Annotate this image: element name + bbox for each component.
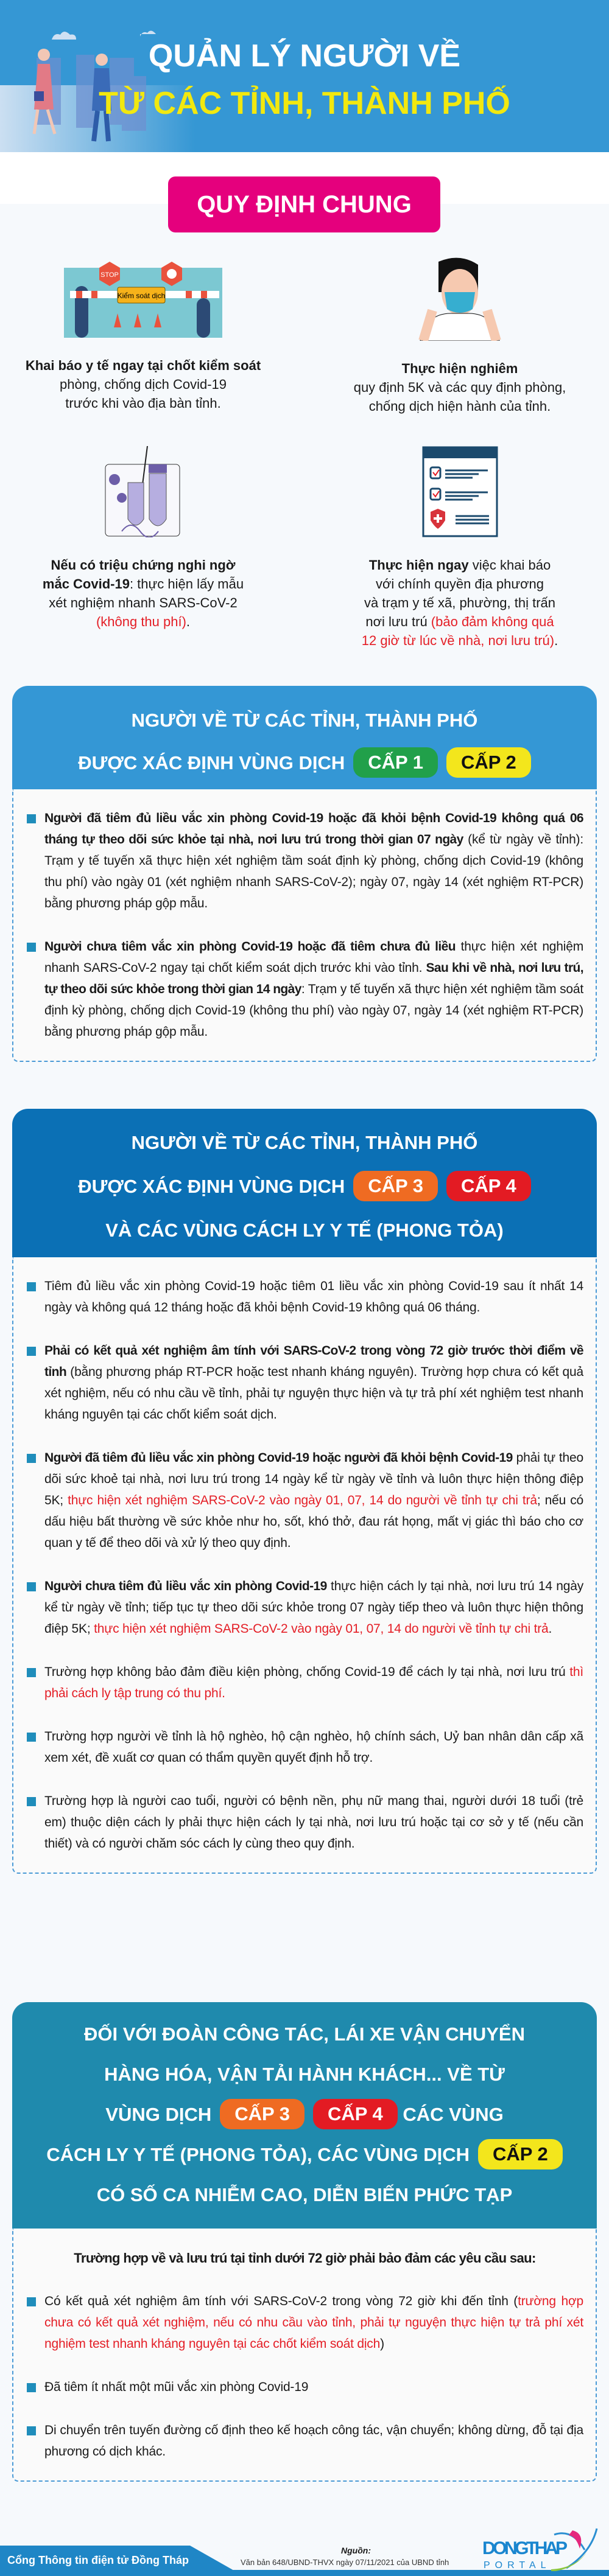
text: (kể từ ngày về tỉnh): Trạm y tế tuyến xã thực hiện xét nghiệm tầm soát định kỳ phòng, chống dịch Covid-19 (không thu phí) vào ngày 01 (xét nghiệm nhanh SARS-CoV-2); ngày 07, ngày 14 (xét nghiệm RT-PCR) bằng phương pháp gộp mẫu. bbox=[44, 832, 583, 910]
bold-text: Thực hiện ngay bbox=[368, 557, 469, 573]
title-segment: VÙNG DỊCH bbox=[105, 2104, 212, 2125]
section-header bbox=[12, 686, 597, 789]
general-rule-text bbox=[317, 556, 603, 650]
hero-title-line2 bbox=[0, 85, 609, 122]
section-title-line bbox=[12, 1121, 597, 1165]
text: (bằng phương pháp RT-PCR hoặc test nhanh kháng nguyên). Trường hợp chưa có kết quả xét nghiệm, nếu có nhu cầu về tỉnh, phải tự nguyện thực hiện và tự trả phí xét nghiệm test nhanh kháng nguyên tại các chốt kiểm soát dịch. bbox=[44, 1365, 583, 1422]
level-badge: CẤP 3 bbox=[353, 1171, 438, 1201]
section-title-text bbox=[104, 2064, 505, 2085]
level-badge: CẤP 3 bbox=[220, 2099, 304, 2129]
bullet-item bbox=[44, 1276, 583, 1318]
general-rule-item bbox=[317, 256, 603, 416]
text: . bbox=[548, 1622, 552, 1636]
bullet-square-icon bbox=[27, 1347, 36, 1356]
text: phòng, chống dịch Covid-19 bbox=[60, 377, 227, 392]
highlight-text: thực hiện xét nghiệm SARS-CoV-2 vào ngày 01, 07, 14 do người về tỉnh tự chi trả bbox=[68, 1493, 537, 1507]
level-badge: CẤP 2 bbox=[478, 2139, 563, 2169]
stop-sign-text: STOP bbox=[100, 271, 119, 279]
section-title-line bbox=[12, 742, 597, 784]
level-badge: CẤP 2 bbox=[446, 747, 531, 778]
section-body bbox=[12, 789, 597, 1062]
bullet-item bbox=[44, 808, 583, 914]
section-body bbox=[12, 2229, 597, 2482]
general-rule-text bbox=[0, 356, 286, 413]
section-title-line bbox=[12, 2014, 597, 2054]
bullet-item bbox=[44, 2376, 583, 2398]
section-card bbox=[12, 1109, 597, 1874]
title-segment: ĐỐI VỚI ĐOÀN CÔNG TÁC, LÁI XE VẬN CHUYỂN bbox=[84, 2023, 525, 2045]
section-title-text bbox=[97, 2184, 513, 2205]
general-rules-title-text: QUY ĐỊNH CHUNG bbox=[197, 191, 412, 218]
bullet-square-icon bbox=[27, 2426, 36, 2435]
text: quy định 5K và các quy định phòng, bbox=[353, 380, 566, 395]
section-title-line bbox=[12, 699, 597, 742]
hero-title-line1 bbox=[0, 38, 609, 74]
section-title-line bbox=[12, 1165, 597, 1209]
text: Tiêm đủ liều vắc xin phòng Covid-19 hoặc tiêm 01 liều vắc xin phòng Covid-19 sau ít nhất 14 ngày và không quá 12 tháng hoặc đã khỏi bệnh Covid-19 không quá 06 tháng. bbox=[44, 1279, 583, 1314]
bullet-item bbox=[44, 936, 583, 1042]
bold-text: Người chưa tiêm đủ liều vắc xin phòng Covid-19 bbox=[44, 1579, 327, 1593]
test-tube-icon bbox=[0, 446, 286, 542]
section-title-text bbox=[132, 1132, 478, 1153]
bold-text: Sau khi về nhà, nơi lưu trú, tự theo dõi sức khỏe trong thời gian 14 ngày bbox=[44, 961, 583, 996]
text: Đã tiêm ít nhất một mũi vắc xin phòng Covid-19 bbox=[44, 2380, 309, 2394]
text: Có kết quả xét nghiệm âm tính với SARS-CoV-2 trong vòng 72 giờ khi đến tỉnh ( bbox=[44, 2294, 518, 2308]
title-segment: CÓ SỐ CA NHIỄM CAO, DIỄN BIẾN PHỨC TẠP bbox=[96, 2184, 513, 2205]
bullet-square-icon bbox=[27, 943, 36, 952]
text: Trường hợp không bảo đảm điều kiện phòng, chống Covid-19 để cách ly tại nhà, nơi lưu trú bbox=[44, 1665, 570, 1679]
text: : thực hiện lấy mẫu bbox=[129, 576, 244, 592]
text: nơi lưu trú bbox=[365, 614, 431, 629]
section-title-line bbox=[12, 2095, 597, 2135]
bold-text: Phải có kết quả xét nghiệm âm tính với SARS-CoV-2 trong vòng 72 giờ trước thời điểm về tỉnh bbox=[44, 1344, 583, 1379]
logo-subtext: PORTAL bbox=[484, 2560, 551, 2571]
bold-text: Người đã tiêm đủ liều vắc xin phòng Covid-19 hoặc người đã khỏi bệnh Covid-19 bbox=[44, 1451, 513, 1465]
footer-publisher: Cổng Thông tin điện tử Đồng Tháp bbox=[7, 2554, 189, 2566]
bullet-square-icon bbox=[27, 1668, 36, 1677]
level-badge: CẤP 4 bbox=[313, 2099, 398, 2129]
bullet-square-icon bbox=[27, 1733, 36, 1742]
general-rule-item bbox=[0, 256, 286, 413]
highlight-text: thì phải cách ly tập trung có thu phí. bbox=[44, 1665, 583, 1700]
title-segment: NGƯỜI VỀ TỪ CÁC TỈNH, THÀNH PHỐ bbox=[131, 1132, 478, 1153]
section-title-line bbox=[12, 2135, 597, 2175]
section-title-line bbox=[12, 2175, 597, 2215]
highlight-text: (bảo đảm không quá bbox=[431, 614, 554, 629]
bold-text: Khai báo y tế ngay tại chốt kiểm soát bbox=[25, 358, 261, 373]
text: thực hiện xét nghiệm nhanh SARS-CoV-2 ngay tại chốt kiểm soát dịch trước khi vào tỉnh. bbox=[44, 940, 583, 975]
text: thực hiện cách ly tại nhà, nơi lưu trú 14 ngày kể từ ngày về tỉnh; tiếp tục tự theo dõi sức khỏe trong 07 ngày tiếp theo và luôn thực hiện thông điệp 5K; bbox=[44, 1579, 583, 1636]
text: Trường hợp là người cao tuổi, người có bệnh nền, phụ nữ mang thai, người dưới 18 tuổi (trẻ em) thuộc diện cách ly phải thực hiện cách ly tại nhà, nơi lưu trú hoặc tại cơ sở y tế (nếu cần thiết) và có người chăm sóc cách ly cùng theo quy định. bbox=[44, 1794, 583, 1851]
text: : Trạm y tế tuyến xã thực hiện xét nghiệm tầm soát định kỳ phòng, chống dịch Covid-19 (không thu phí) vào ngày 07, ngày 14 (xét nghiệm RT-PCR) bằng phương pháp gộp mẫu. bbox=[44, 982, 583, 1039]
section-card bbox=[12, 2002, 597, 2482]
text: phải tự theo dõi sức khoẻ tại nhà, nơi lưu trú trong 14 ngày kể từ ngày về tỉnh và luôn thực hiện thông điệp 5K; bbox=[44, 1451, 583, 1507]
general-rule-text bbox=[317, 359, 603, 416]
section-title-text bbox=[105, 2104, 503, 2125]
logo-text: DONGTHAP bbox=[482, 2538, 568, 2558]
city-people-illustration-icon bbox=[0, 0, 195, 152]
text: việc khai báo bbox=[468, 557, 551, 573]
section-card bbox=[12, 686, 597, 1062]
title-segment: VÀ CÁC VÙNG CÁCH LY Y TẾ (PHONG TỎA) bbox=[105, 1220, 504, 1241]
text: . bbox=[554, 633, 558, 648]
text: Di chuyển trên tuyến đường cố định theo kế hoạch công tác, vận chuyển; không dừng, đỗ tại địa phương có dịch khác. bbox=[44, 2423, 583, 2459]
title-segment: HÀNG HÓA, VẬN TẢI HÀNH KHÁCH... VỀ TỪ bbox=[104, 2064, 505, 2085]
text: xét nghiệm nhanh SARS-CoV-2 bbox=[49, 595, 238, 610]
section-title-text bbox=[105, 1220, 503, 1241]
text: và trạm y tế xã, phường, thị trấn bbox=[364, 595, 556, 610]
text: ) bbox=[380, 2337, 384, 2351]
bold-text: Người chưa tiêm vắc xin phòng Covid-19 hoặc đã tiêm chưa đủ liều bbox=[44, 940, 456, 954]
section-header bbox=[12, 2002, 597, 2229]
bullet-item bbox=[44, 2420, 583, 2462]
text: . bbox=[186, 614, 191, 629]
dongthap-portal-logo bbox=[481, 2525, 609, 2571]
bullet-item bbox=[44, 1340, 583, 1425]
bold-text: Thực hiện nghiêm bbox=[401, 361, 518, 376]
level-badge: CẤP 4 bbox=[446, 1171, 531, 1201]
hero-title-line1-text: QUẢN LÝ NGƯỜI VỀ bbox=[148, 38, 461, 74]
face-mask-person-icon bbox=[317, 256, 603, 346]
title-segment: ĐƯỢC XÁC ĐỊNH VÙNG DỊCH bbox=[78, 1176, 345, 1197]
general-rules-title bbox=[168, 176, 440, 232]
source-text: Văn bản 648/UBND-THVX ngày 07/11/2021 của UBND tỉnh bbox=[241, 2558, 449, 2567]
checklist-form-icon bbox=[317, 446, 603, 542]
title-segment: NGƯỜI VỀ TỪ CÁC TỈNH, THÀNH PHỐ bbox=[131, 710, 478, 731]
general-rule-item bbox=[0, 446, 286, 631]
section-title-text bbox=[84, 2023, 525, 2045]
text: trước khi vào địa bàn tỉnh. bbox=[65, 396, 221, 411]
section-header bbox=[12, 1109, 597, 1257]
section-title-line bbox=[12, 2054, 597, 2095]
section-intro: Trường hợp về và lưu trú tại tỉnh dưới 72 giờ phải bảo đảm các yêu cầu sau: bbox=[74, 2250, 536, 2266]
bullet-item bbox=[44, 2291, 583, 2354]
checkpoint-sign-text: Kiểm soát dịch bbox=[117, 291, 166, 300]
text: Trường hợp người về tỉnh là hộ nghèo, hộ cận nghèo, hộ chính sách, Uỷ ban nhân dân cấp xã xem xét, đề xuất cơ quan có thẩm quyền quyết định hỗ trợ. bbox=[44, 1730, 583, 1765]
level-badge: CẤP 1 bbox=[353, 747, 438, 778]
bold-text: mắc Covid-19 bbox=[42, 576, 130, 592]
title-segment: CÁC VÙNG bbox=[397, 2104, 504, 2125]
highlight-text: (không thu phí) bbox=[96, 614, 186, 629]
section-title-line bbox=[12, 1209, 597, 1252]
bullet-square-icon bbox=[27, 1454, 36, 1463]
text: ; nếu có dấu hiệu bất thường về sức khỏe như ho, sốt, khó thở, đau rát họng, mất vị giác thì báo cho cơ quan y tế để theo dõi và xử lý theo quy định. bbox=[44, 1493, 583, 1550]
hero-title-line2-text: TỪ CÁC TỈNH, THÀNH PHỐ bbox=[99, 86, 510, 121]
highlight-text: 12 giờ từ lúc về nhà, nơi lưu trú) bbox=[361, 633, 555, 648]
section-title-text bbox=[78, 752, 530, 773]
bullet-square-icon bbox=[27, 1582, 36, 1591]
general-rule-text bbox=[0, 556, 286, 631]
highlight-text: trường hợp chưa có kết quả xét nghiệm, nếu có nhu cầu vào tỉnh, phải tự nguyện thực hiện tự trả phí xét nghiệm test nhanh kháng nguyên tại các chốt kiểm soát dịch bbox=[44, 2294, 583, 2351]
section-title-text bbox=[46, 2144, 562, 2165]
checkpoint-barrier-icon bbox=[0, 256, 286, 343]
bullet-item bbox=[44, 1576, 583, 1639]
bullet-item bbox=[44, 1790, 583, 1854]
bullet-square-icon bbox=[27, 1282, 36, 1291]
section-title-text bbox=[78, 1176, 530, 1197]
bold-text: Người đã tiêm đủ liều vắc xin phòng Covid-19 hoặc đã khỏi bệnh Covid-19 không quá 06 tháng tự theo dõi sức khỏe tại nhà, nơi lưu trú trong thời gian 07 ngày bbox=[44, 811, 583, 846]
bold-text: Nếu có triệu chứng nghi ngờ bbox=[51, 557, 236, 573]
source-label: Nguồn: bbox=[341, 2546, 371, 2555]
text: chống dịch hiện hành của tỉnh. bbox=[368, 399, 551, 414]
general-rule-item bbox=[317, 446, 603, 650]
bullet-square-icon bbox=[27, 2297, 36, 2306]
highlight-text: thực hiện xét nghiệm SARS-CoV-2 vào ngày 01, 07, 14 do người về tỉnh tự chi trả bbox=[94, 1622, 549, 1636]
hero-banner bbox=[0, 0, 609, 152]
bullet-square-icon bbox=[27, 1797, 36, 1806]
bullet-item bbox=[44, 1447, 583, 1554]
section-title-text bbox=[132, 710, 478, 731]
title-segment: CÁCH LY Y TẾ (PHONG TỎA), CÁC VÙNG DỊCH bbox=[46, 2144, 470, 2165]
title-segment: ĐƯỢC XÁC ĐỊNH VÙNG DỊCH bbox=[78, 752, 345, 773]
bullet-item bbox=[44, 1661, 583, 1704]
section-body bbox=[12, 1257, 597, 1874]
text: với chính quyền địa phương bbox=[376, 576, 544, 592]
bullet-square-icon bbox=[27, 2383, 36, 2392]
bullet-square-icon bbox=[27, 814, 36, 823]
bullet-item bbox=[44, 1726, 583, 1768]
